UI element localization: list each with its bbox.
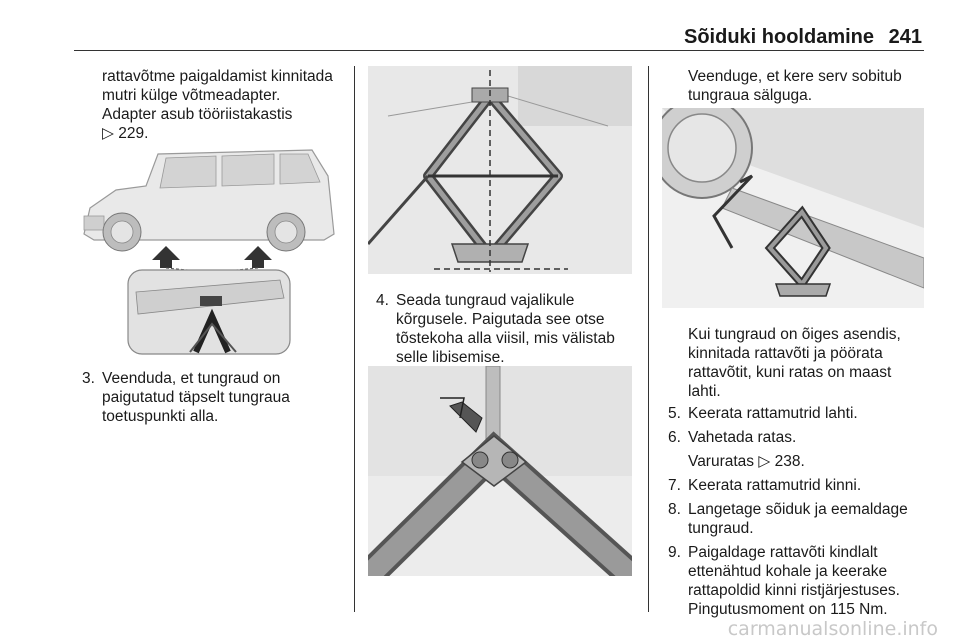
text-line: mutri külge võtmeadapter. bbox=[102, 87, 281, 104]
step-5-text: Keerata rattamutrid lahti. bbox=[688, 405, 858, 422]
text-line: Adapter asub tööriistakastis bbox=[102, 106, 293, 123]
step-6-text: Vahetada ratas. bbox=[688, 429, 797, 446]
step-4-line: tõstekoha alla viisil, mis välistab bbox=[396, 330, 615, 347]
step-number: 7. bbox=[668, 477, 681, 494]
column-divider-2 bbox=[648, 66, 649, 612]
step-number: 4. bbox=[376, 292, 389, 309]
watermark: carmanualsonline.info bbox=[727, 618, 938, 640]
step-9-line: ettenähtud kohale ja keerake bbox=[688, 563, 888, 580]
figure-jack-closeup bbox=[368, 66, 632, 274]
figure-jack-under-body bbox=[662, 108, 924, 308]
step-number: 6. bbox=[668, 429, 681, 446]
step-9-line: Pingutusmoment on 115 Nm. bbox=[688, 601, 888, 618]
step-8-line: tungraud. bbox=[688, 520, 754, 537]
column-divider-1 bbox=[354, 66, 355, 612]
text-line: tungraua sälguga. bbox=[688, 87, 813, 104]
text-line: Veenduge, et kere serv sobitub bbox=[688, 68, 902, 85]
cross-reference[interactable]: ▷ 229. bbox=[102, 125, 149, 142]
text-line: rattavõtit, kuni ratas on maast bbox=[688, 364, 892, 381]
text-line: kinnitada rattavõti ja pöörata bbox=[688, 345, 883, 362]
text-line: rattavõtme paigaldamist kinnitada bbox=[102, 68, 333, 85]
step-4-line: selle libisemise. bbox=[396, 349, 505, 366]
step-3-line: paigutatud täpselt tungraua bbox=[102, 389, 290, 406]
step-3-line: toetuspunkti alla. bbox=[102, 408, 219, 425]
step-3-line: Veenduda, et tungraud on bbox=[102, 370, 281, 387]
figure-jack-head bbox=[368, 366, 632, 576]
step-number: 3. bbox=[82, 370, 95, 387]
text-line: Kui tungraud on õiges asendis, bbox=[688, 326, 901, 343]
text-line: lahti. bbox=[688, 383, 721, 400]
step-number: 5. bbox=[668, 405, 681, 422]
step-number: 8. bbox=[668, 501, 681, 518]
step-9-line: Paigaldage rattavõti kindlalt bbox=[688, 544, 878, 561]
page-title: Sõiduki hooldamine bbox=[683, 26, 874, 48]
step-8-line: Langetage sõiduk ja eemaldage bbox=[688, 501, 908, 518]
step-7-text: Keerata rattamutrid kinni. bbox=[688, 477, 862, 494]
cross-reference[interactable]: Varuratas ▷ 238. bbox=[688, 453, 805, 470]
page-number: 241 bbox=[888, 26, 922, 48]
header-rule bbox=[74, 50, 924, 51]
step-number: 9. bbox=[668, 544, 681, 561]
step-4-line: Seada tungraud vajalikule bbox=[396, 292, 575, 309]
figure-car-jack-points bbox=[76, 146, 342, 356]
step-4-line: kõrgusele. Paigutada see otse bbox=[396, 311, 605, 328]
step-9-line: rattapoldid kinni ristjärjestuses. bbox=[688, 582, 900, 599]
